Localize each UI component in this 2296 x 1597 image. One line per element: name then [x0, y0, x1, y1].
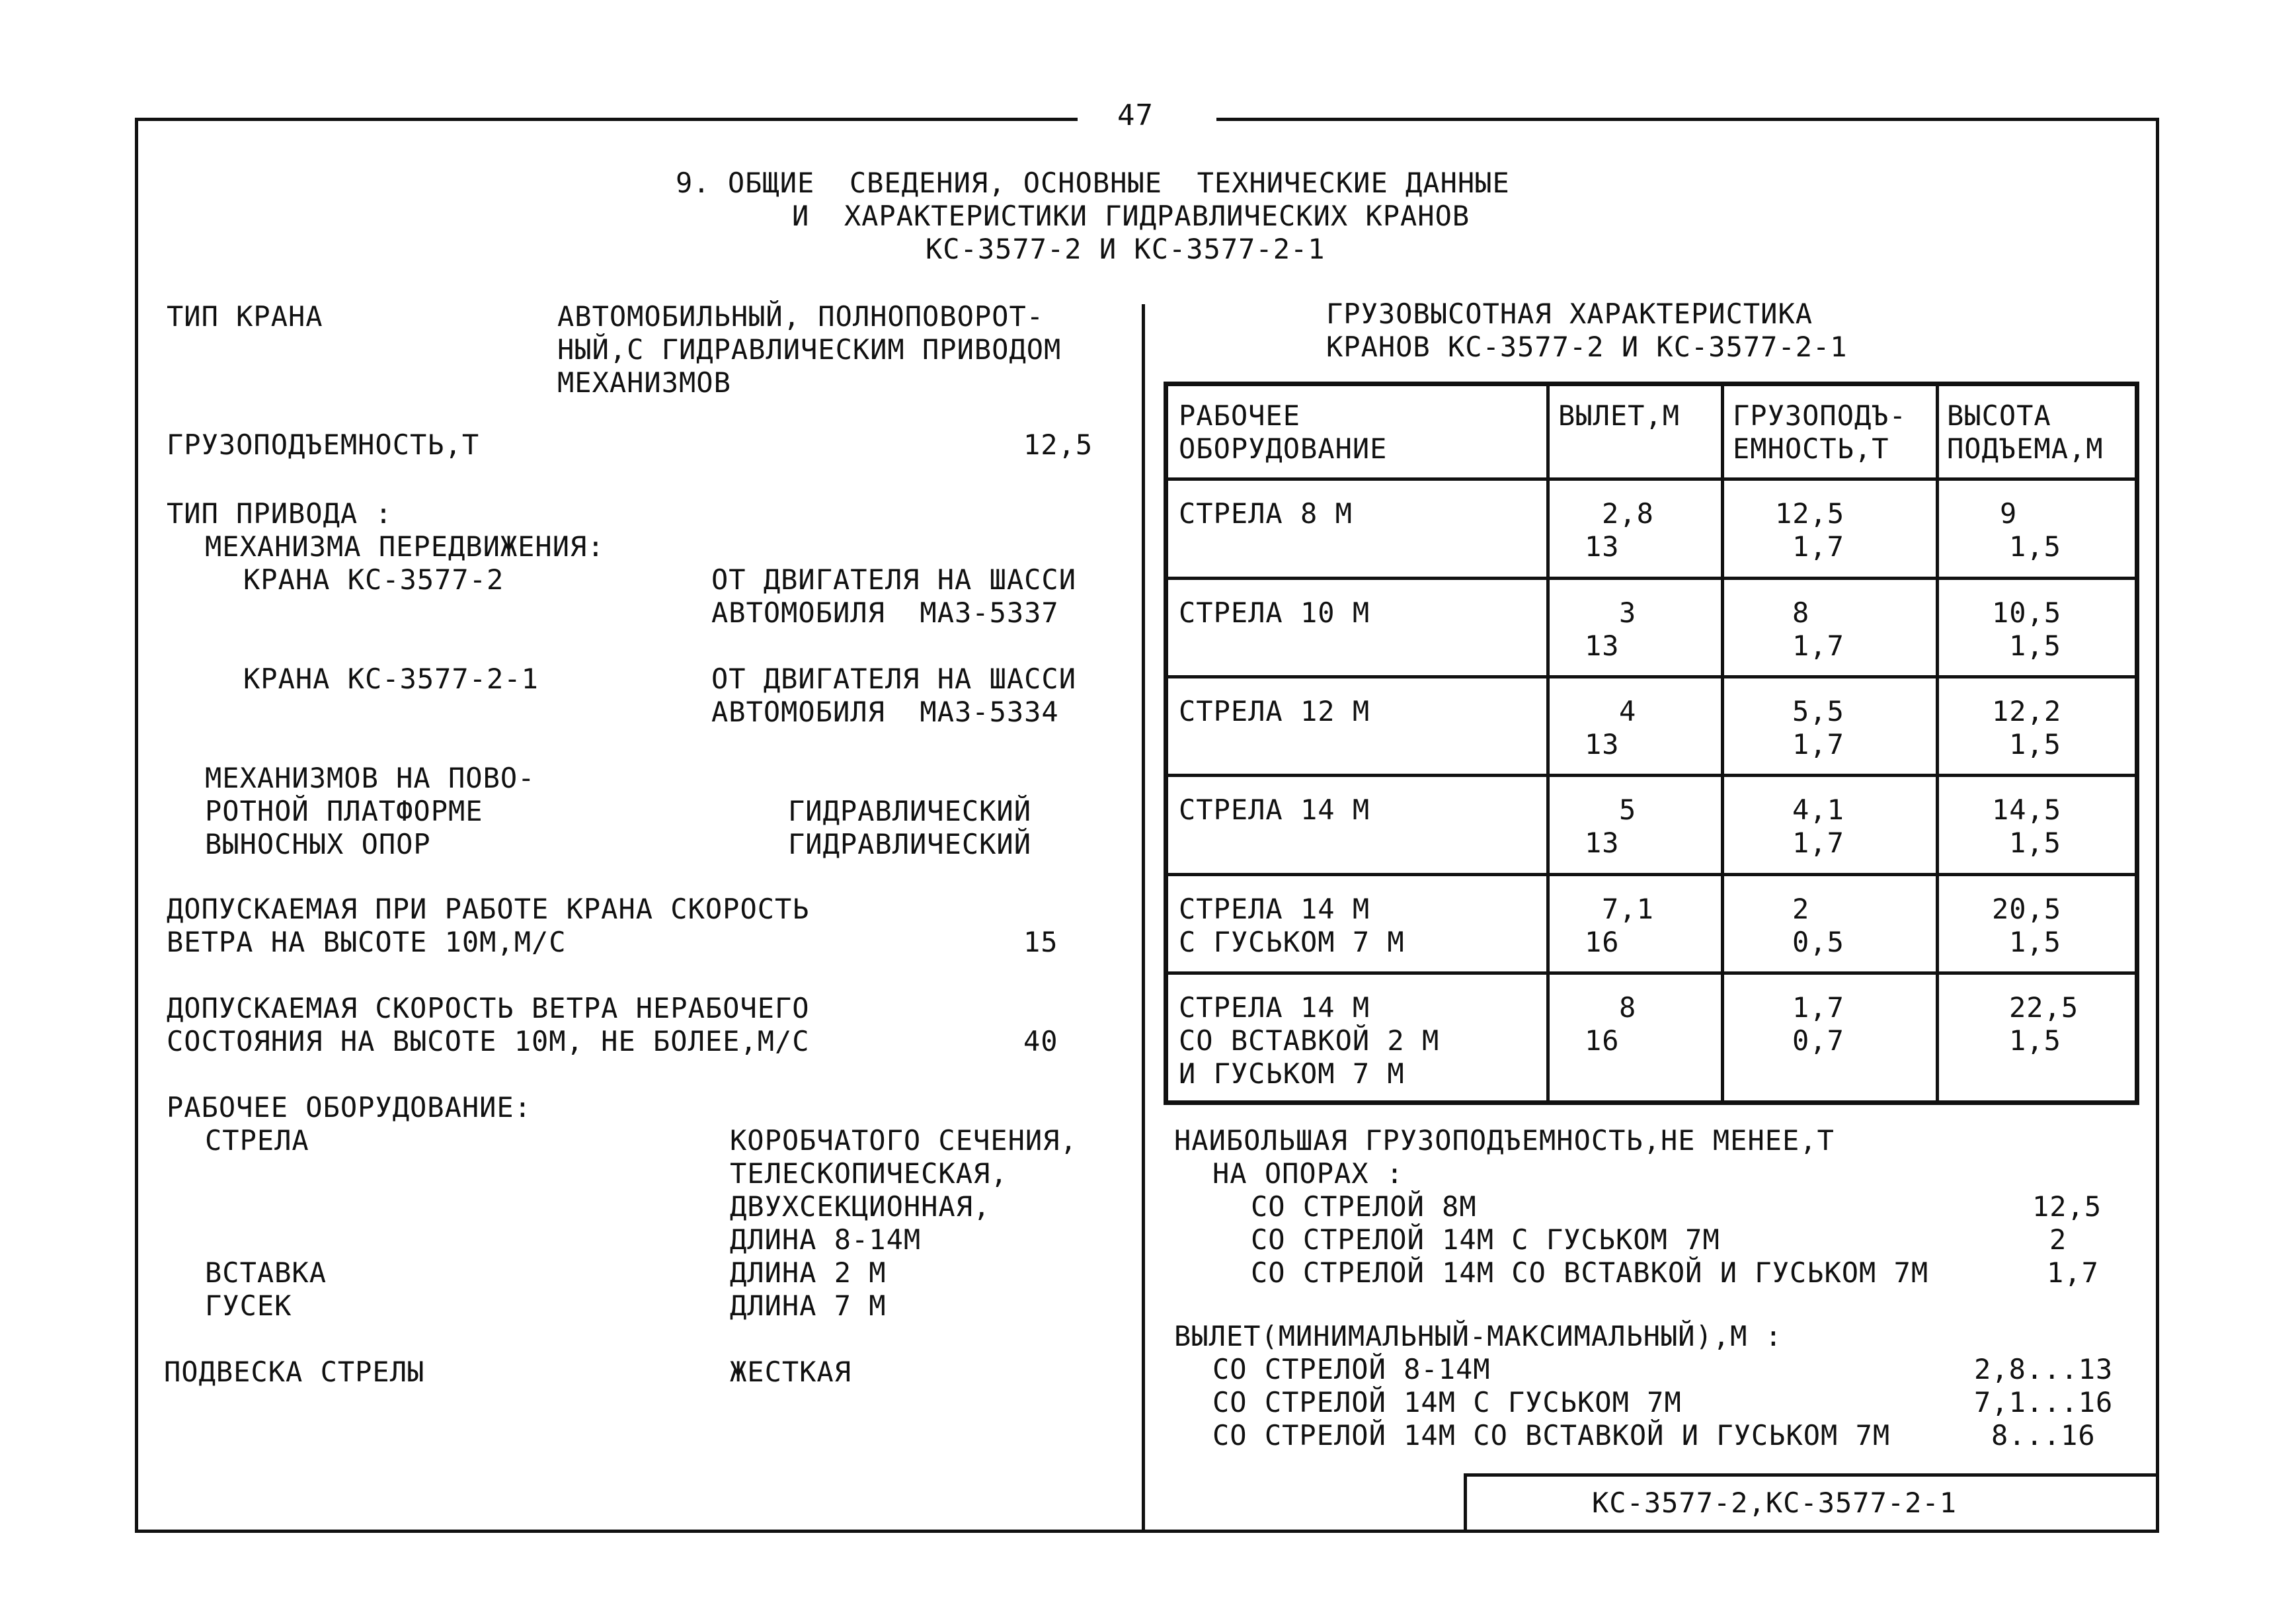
table-cell: 1,7	[1792, 530, 1844, 563]
title-line-3: КС-3577-2 И КС-3577-2-1	[926, 233, 1326, 265]
table-cell: СТРЕЛА 14 М	[1179, 991, 1370, 1024]
reach-range-value-1: 2,8...13	[1974, 1353, 2114, 1385]
table-cell: СТРЕЛА 10 М	[1179, 596, 1370, 629]
boom-value-3: ДВУХСЕКЦИОННАЯ,	[730, 1190, 991, 1223]
table-cell: 0,7	[1792, 1024, 1844, 1057]
table-cell: 1,5	[2009, 630, 2061, 662]
crane-type-value-3: МЕХАНИЗМОВ	[557, 366, 731, 399]
outriggers-label: ВЫНОСНЫХ ОПОР	[205, 828, 431, 860]
platform-mech-label-1: МЕХАНИЗМОВ НА ПОВО-	[205, 762, 535, 794]
table-cell: СТРЕЛА 12 М	[1179, 695, 1370, 727]
table-cell: 1,5	[2009, 827, 2061, 859]
wind-idle-value: 40	[1023, 1025, 1058, 1057]
on-supports-label: НА ОПОРАХ :	[1212, 1157, 1404, 1190]
boom-value-4: ДЛИНА 8-14М	[730, 1223, 922, 1256]
platform-mech-value: ГИДРАВЛИЧЕСКИЙ	[788, 795, 1032, 827]
crane-type-label: ТИП КРАНА	[167, 300, 323, 333]
wind-work-label-2: ВЕТРА НА ВЫСОТЕ 10М,М/С	[167, 926, 567, 958]
crane-a-label: КРАНА КС-3577-2	[243, 563, 504, 596]
crane-a-value-1: ОТ ДВИГАТЕЛЯ НА ШАССИ	[711, 563, 1077, 596]
table-cell: 2	[1792, 893, 1810, 925]
header-load-1: ГРУЗОПОДЪ-	[1733, 399, 1907, 432]
max-capacity-value-3: 1,7	[2047, 1256, 2099, 1289]
reach-range-value-2: 7,1...16	[1974, 1386, 2114, 1418]
page-number: 47	[1117, 99, 1154, 132]
table-cell: 1,7	[1792, 630, 1844, 662]
table-row-line	[1168, 774, 2135, 777]
table-cell: 1,5	[2009, 530, 2061, 563]
table-cell: 10,5	[1992, 596, 2062, 629]
table-cell: 1,5	[2009, 926, 2061, 958]
max-capacity-label: НАИБОЛЬШАЯ ГРУЗОПОДЪЕМНОСТЬ,НЕ МЕНЕЕ,Т	[1174, 1124, 1835, 1157]
header-height-1: ВЫСОТА	[1947, 399, 2051, 432]
crane-a-value-2: АВТОМОБИЛЯ МАЗ-5337	[711, 596, 1059, 629]
boom-value-1: КОРОБЧАТОГО СЕЧЕНИЯ,	[730, 1124, 1078, 1157]
wind-work-label-1: ДОПУСКАЕМАЯ ПРИ РАБОТЕ КРАНА СКОРОСТЬ	[167, 893, 810, 925]
drive-travel-label: МЕХАНИЗМА ПЕРЕДВИЖЕНИЯ:	[205, 530, 605, 563]
table-cell: 2,8	[1602, 497, 1654, 530]
table-cell: 12,2	[1992, 695, 2062, 727]
boom-suspension-label: ПОДВЕСКА СТРЕЛЫ	[164, 1356, 425, 1388]
table-cell: 1,7	[1792, 991, 1844, 1024]
table-row-line	[1168, 971, 2135, 975]
table-cell: 7,1	[1602, 893, 1654, 925]
boom-suspension-value: ЖЕСТКАЯ	[730, 1356, 852, 1388]
table-cell: С ГУСЬКОМ 7 М	[1179, 926, 1405, 958]
header-height-2: ПОДЪЕМА,М	[1947, 432, 2104, 465]
table-cell: И ГУСЬКОМ 7 М	[1179, 1057, 1405, 1090]
reach-range-item-1: СО СТРЕЛОЙ 8-14М	[1212, 1353, 1491, 1385]
table-cell: СТРЕЛА 8 М	[1179, 497, 1353, 530]
header-reach-1: ВЫЛЕТ,М	[1558, 399, 1681, 432]
insert-value: ДЛИНА 2 М	[730, 1256, 887, 1289]
table-cell: СТРЕЛА 14 М	[1179, 893, 1370, 925]
jib-label: ГУСЕК	[205, 1290, 292, 1322]
table-cell: 1,5	[2009, 1024, 2061, 1057]
table-cell: 9	[2000, 497, 2018, 530]
max-capacity-item-1: СО СТРЕЛОЙ 8М	[1251, 1190, 1477, 1223]
table-cell: 14,5	[1992, 794, 2062, 826]
table-cell: 13	[1585, 530, 1620, 563]
header-equipment-2: ОБОРУДОВАНИЕ	[1179, 432, 1388, 465]
table-cell: 1,7	[1792, 827, 1844, 859]
max-capacity-value-1: 12,5	[2032, 1190, 2102, 1223]
table-cell: 5,5	[1792, 695, 1844, 727]
crane-b-value-1: ОТ ДВИГАТЕЛЯ НА ШАССИ	[711, 663, 1077, 695]
capacity-label: ГРУЗОПОДЪЕМНОСТЬ,Т	[167, 429, 480, 461]
table-cell: 4,1	[1792, 794, 1844, 826]
table-cell: 13	[1585, 630, 1620, 662]
title-line-2: И ХАРАКТЕРИСТИКИ ГИДРАВЛИЧЕСКИХ КРАНОВ	[792, 200, 1470, 232]
equipment-label: РАБОЧЕЕ ОБОРУДОВАНИЕ:	[167, 1091, 532, 1124]
max-capacity-item-3: СО СТРЕЛОЙ 14М СО ВСТАВКОЙ И ГУСЬКОМ 7М	[1251, 1256, 1929, 1289]
table-row-line	[1168, 675, 2135, 678]
table-cell: 8	[1792, 596, 1810, 629]
boom-label: СТРЕЛА	[205, 1124, 309, 1157]
header-equipment-1: РАБОЧЕЕ	[1179, 399, 1301, 432]
table-row-line	[1168, 873, 2135, 876]
wind-work-value: 15	[1023, 926, 1058, 958]
outriggers-value: ГИДРАВЛИЧЕСКИЙ	[788, 828, 1032, 860]
header-load-2: ЕМНОСТЬ,Т	[1733, 432, 1889, 465]
jib-value: ДЛИНА 7 М	[730, 1290, 887, 1322]
reach-range-item-2: СО СТРЕЛОЙ 14М С ГУСЬКОМ 7М	[1212, 1386, 1682, 1418]
table-row-line	[1168, 577, 2135, 580]
table-cell: 13	[1585, 827, 1620, 859]
table-cell: СО ВСТАВКОЙ 2 М	[1179, 1024, 1440, 1057]
wind-idle-label-1: ДОПУСКАЕМАЯ СКОРОСТЬ ВЕТРА НЕРАБОЧЕГО	[167, 992, 810, 1024]
drive-type-label: ТИП ПРИВОДА :	[167, 497, 393, 530]
table-cell: 0,5	[1792, 926, 1844, 958]
title-line-1: 9. ОБЩИЕ СВЕДЕНИЯ, ОСНОВНЫЕ ТЕХНИЧЕСКИЕ ДАННЫЕ	[676, 167, 1510, 199]
table-col-line-1	[1546, 386, 1550, 1100]
reach-range-value-3: 8...16	[1991, 1419, 2096, 1452]
load-height-table	[1164, 382, 2139, 1105]
table-cell: 12,5	[1775, 497, 1845, 530]
reach-range-label: ВЫЛЕТ(МИНИМАЛЬНЫЙ-МАКСИМАЛЬНЫЙ),М :	[1174, 1320, 1783, 1352]
table-col-line-2	[1721, 386, 1724, 1100]
boom-value-2: ТЕЛЕСКОПИЧЕСКАЯ,	[730, 1157, 1008, 1190]
table-row-line	[1168, 477, 2135, 481]
table-cell: 13	[1585, 728, 1620, 760]
load-height-heading-1: ГРУЗОВЫСОТНАЯ ХАРАКТЕРИСТИКА	[1326, 298, 1813, 330]
table-cell: 1,7	[1792, 728, 1844, 760]
table-cell: 3	[1619, 596, 1637, 629]
max-capacity-item-2: СО СТРЕЛОЙ 14М С ГУСЬКОМ 7М	[1251, 1223, 1720, 1256]
max-capacity-value-2: 2	[2049, 1223, 2067, 1256]
crane-type-value-2: НЫЙ,С ГИДРАВЛИЧЕСКИМ ПРИВОДОМ	[557, 333, 1062, 366]
capacity-value: 12,5	[1023, 429, 1093, 461]
table-cell: 8	[1619, 991, 1637, 1024]
crane-b-value-2: АВТОМОБИЛЯ МАЗ-5334	[711, 696, 1059, 728]
insert-label: ВСТАВКА	[205, 1256, 327, 1289]
table-cell: 20,5	[1992, 893, 2062, 925]
table-cell: СТРЕЛА 14 М	[1179, 794, 1370, 826]
table-cell: 16	[1585, 926, 1620, 958]
column-divider	[1142, 304, 1145, 1533]
crane-type-value-1: АВТОМОБИЛЬНЫЙ, ПОЛНОПОВОРОТ-	[557, 300, 1045, 333]
table-cell: 16	[1585, 1024, 1620, 1057]
table-col-line-3	[1936, 386, 1939, 1100]
table-cell: 22,5	[2009, 991, 2079, 1024]
platform-mech-label-2: РОТНОЙ ПЛАТФОРМЕ	[205, 795, 483, 827]
crane-b-label: КРАНА КС-3577-2-1	[243, 663, 539, 695]
table-cell: 1,5	[2009, 728, 2061, 760]
load-height-heading-2: КРАНОВ КС-3577-2 И КС-3577-2-1	[1326, 331, 1848, 363]
reach-range-item-3: СО СТРЕЛОЙ 14М СО ВСТАВКОЙ И ГУСЬКОМ 7М	[1212, 1419, 1891, 1452]
title-block-text: КС-3577-2,КС-3577-2-1	[1592, 1487, 1958, 1519]
wind-idle-label-2: СОСТОЯНИЯ НА ВЫСОТЕ 10М, НЕ БОЛЕЕ,М/С	[167, 1025, 810, 1057]
table-cell: 4	[1619, 695, 1637, 727]
table-cell: 5	[1619, 794, 1637, 826]
